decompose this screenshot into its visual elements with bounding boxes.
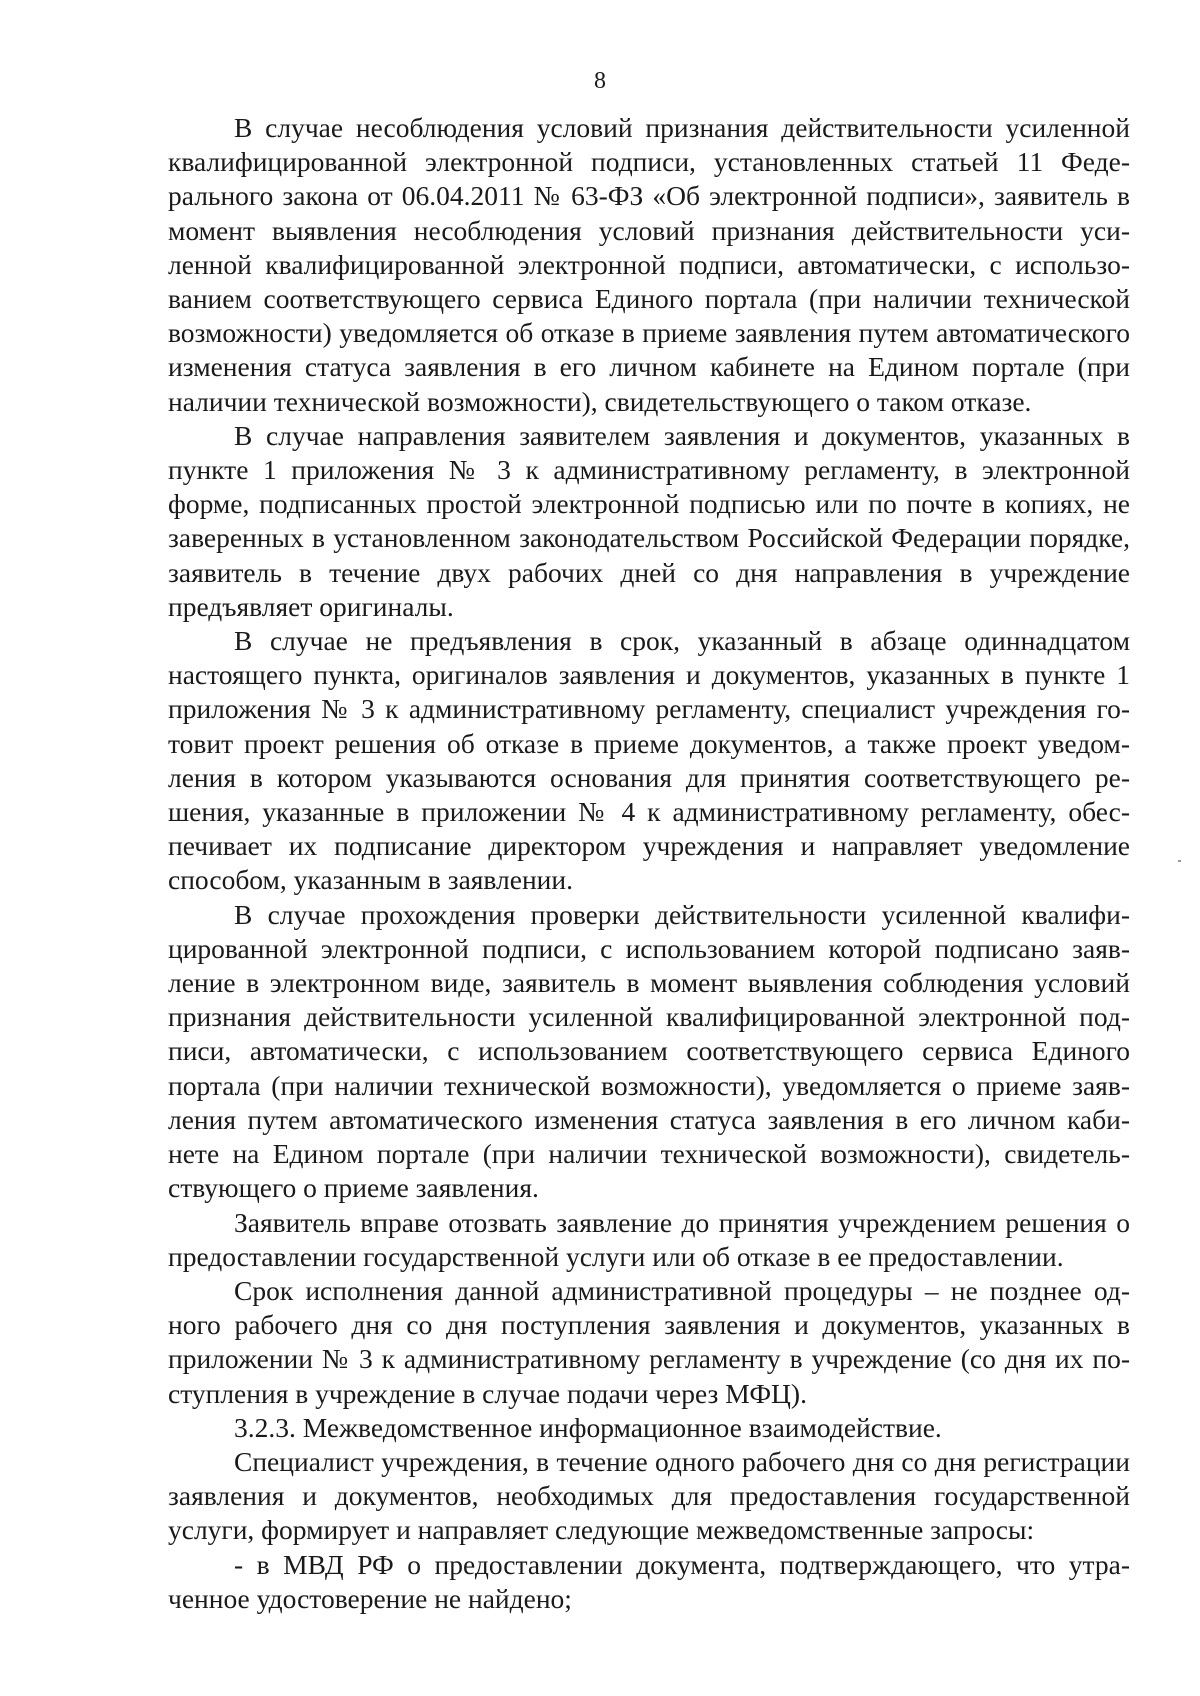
paragraph-withdrawal-right: Заявитель вправе отозвать заявление до принятия учреждением решения о предоставлении государственной услуги или об отказе в ее предоставлении. bbox=[168, 1206, 1130, 1272]
paragraph-signature-valid: В случае прохождения проверки действительности усиленной квалифицированной электронной подписи, с использованием которой подписано заявление в электронном виде, заявитель в момент выявления соблюдения условий признания действительности усиленной квалифицированной электронной подписи, автоматически, с использованием соответствующего сервиса Единого портала (при наличии технической возможности), уведомляется о приеме заявления путем автоматического изменения статуса заявления в его личном кабинете на Едином портале (при наличии технической возможности), свидетельствующего о приеме заявления. bbox=[168, 898, 1130, 1204]
paragraph-procedure-term: Срок исполнения данной административной процедуры – не позднее одного рабочего дня со дня поступления заявления и документов, указанных в приложении № 3 к административному регламенту в учреждение (со дня их поступления в учреждение в случае подачи через МФЦ). bbox=[168, 1274, 1130, 1409]
document-body bbox=[168, 111, 1130, 1616]
paragraph-signature-invalid: В случае несоблюдения условий признания действительности усиленной квалифицированной электронной подписи, установленных статьей 11 Федерального закона от 06.04.2011 № 63-ФЗ «Об электронной подписи», заявитель в момент выявления несоблюдения условий признания действительности усиленной квалифицированной электронной подписи, автоматически, с использованием соответствующего сервиса Единого портала (при наличии технической возможности) уведомляется об отказе в приеме заявления путем автоматического изменения статуса заявления в его личном кабинете на Едином портале (при наличии технической возможности), свидетельствующего о таком отказе. bbox=[168, 112, 1130, 417]
paragraph-interagency-requests: Специалист учреждения, в течение одного рабочего дня со дня регистрации заявления и документов, необходимых для предоставления государственной услуги, формирует и направляет следующие межведомственные запросы: bbox=[168, 1445, 1130, 1546]
list-item-mvd-request: - в МВД РФ о предоставлении документа, подтверждающего, что утраченное удостоверение не найдено; bbox=[168, 1548, 1130, 1614]
paragraph-originals-submission: В случае направления заявителем заявления и документов, указанных в пункте 1 приложения № 3 к административному регламенту, в электронной форме, подписанных простой электронной подписью или по почте в копиях, не заверенных в установленном законодательством Российской Федерации порядке, заявитель в течение двух рабочих дней со дня направления в учреждение предъявляет оригиналы. bbox=[168, 419, 1130, 622]
paragraph-originals-not-submitted: В случае не предъявления в срок, указанный в абзаце одиннадцатом настоящего пункта, оригиналов заявления и документов, указанных в пункте 1 приложения № 3 к административному регламенту, специалист учреждения готовит проект решения об отказе в приеме документов, а также проект уведомления в котором указываются основания для принятия соответствующего решения, указанные в приложении № 4 к административному регламенту, обеспечивает их подписание директором учреждения и направляет уведомление способом, указанным в заявлении. bbox=[168, 625, 1130, 896]
section-heading-3-2-3: 3.2.3. Межведомственное информационное взаимодействие. bbox=[234, 1411, 942, 1443]
scan-artifact bbox=[1178, 860, 1181, 862]
page-number: 8 bbox=[594, 68, 606, 94]
